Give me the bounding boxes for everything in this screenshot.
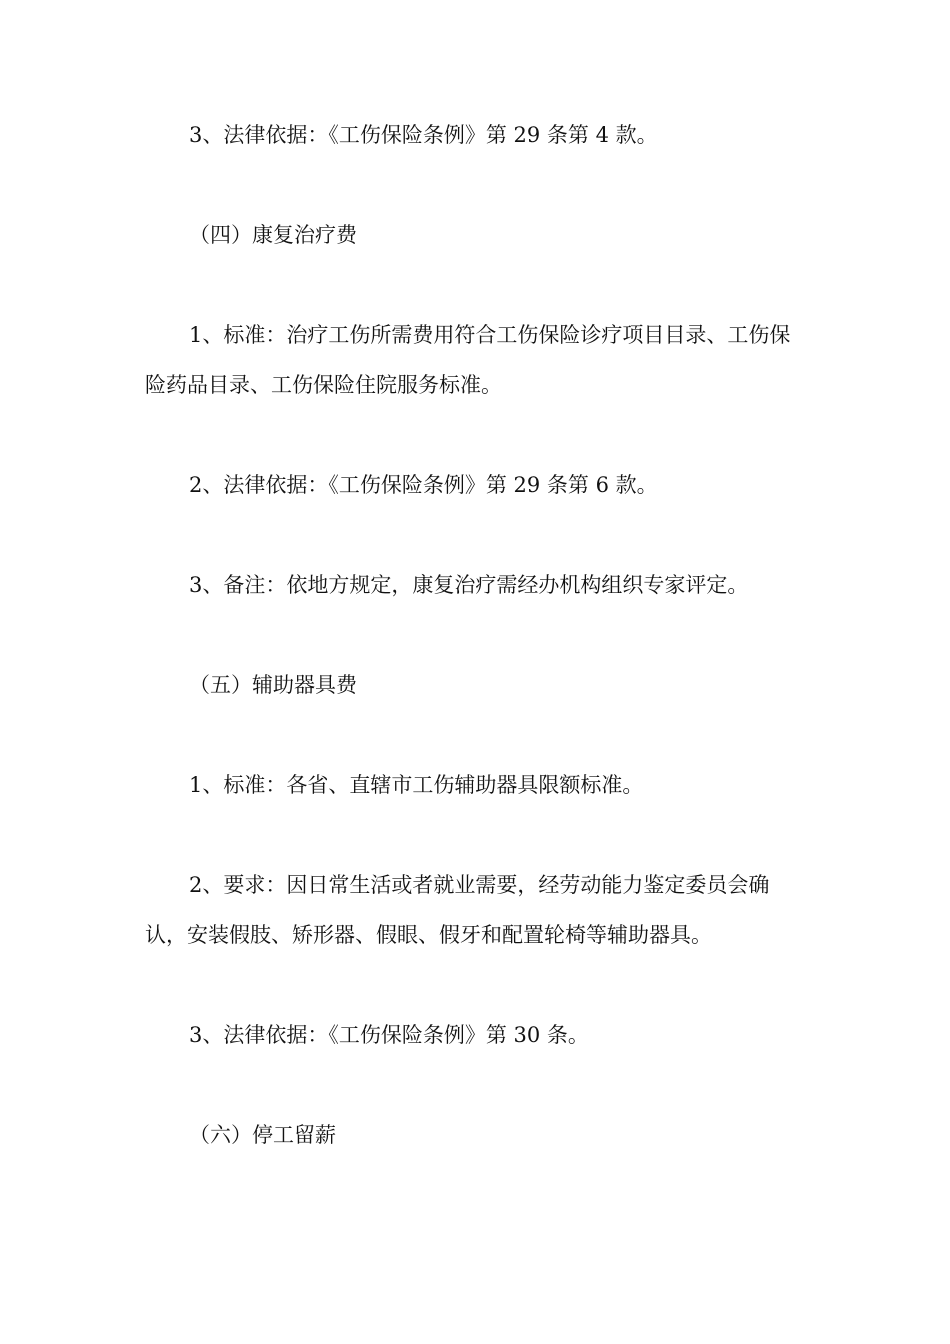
- paragraph-devices-standard: 1、标准：各省、直辖市工伤辅助器具限额标准。: [189, 773, 644, 797]
- section-heading-assistive-devices: （五）辅助器具费: [189, 673, 357, 697]
- section-heading-rehabilitation: （四）康复治疗费: [189, 223, 357, 247]
- paragraph-legal-basis-29-4: 3、法律依据：《工伤保险条例》第 29 条第 4 款。: [189, 123, 658, 147]
- paragraph-legal-basis-30: 3、法律依据：《工伤保险条例》第 30 条。: [189, 1023, 589, 1047]
- paragraph-legal-basis-29-6: 2、法律依据：《工伤保险条例》第 29 条第 6 款。: [189, 473, 658, 497]
- paragraph-devices-requirement: 2、要求：因日常生活或者就业需要，经劳动能力鉴定委员会确认，安装假肢、矫形器、假眼、假牙和配置轮椅等辅助器具。: [145, 873, 770, 947]
- section-heading-work-suspension-pay: （六）停工留薪: [189, 1123, 336, 1147]
- paragraph-rehab-note: 3、备注：依地方规定，康复治疗需经办机构组织专家评定。: [189, 573, 749, 597]
- paragraph-rehab-standard: 1、标准：治疗工伤所需费用符合工伤保险诊疗项目目录、工伤保险药品目录、工伤保险住院服务标准。: [145, 323, 791, 397]
